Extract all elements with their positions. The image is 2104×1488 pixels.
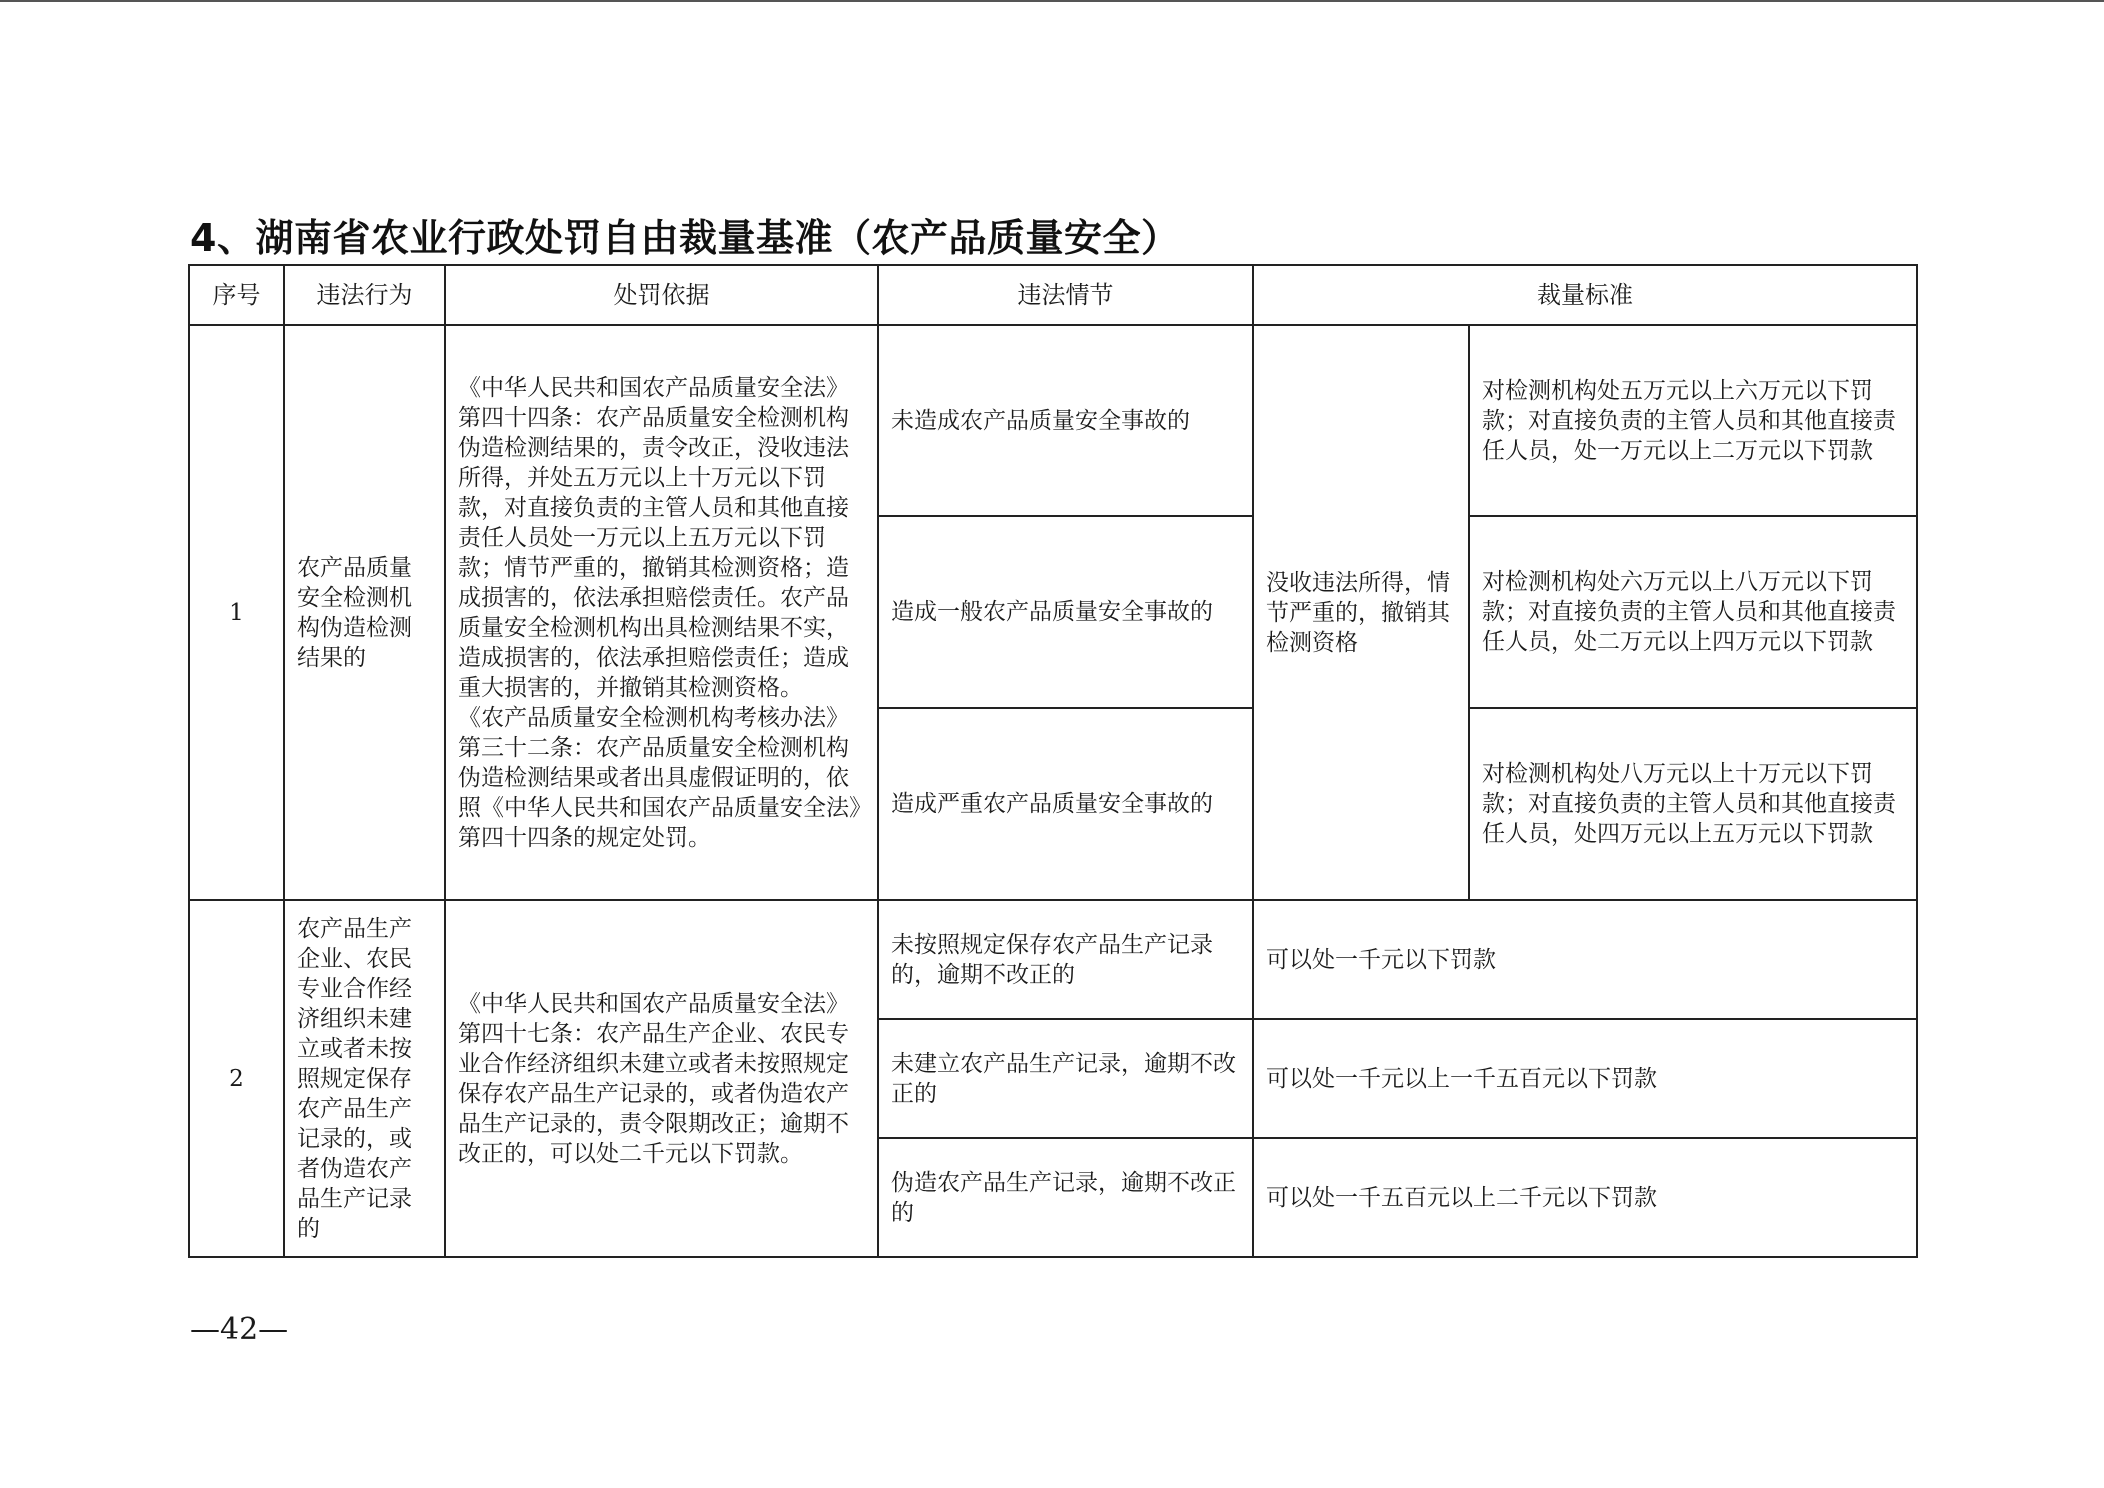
row1-standard-1: 对检测机构处五万元以上六万元以下罚款；对直接负责的主管人员和其他直接责任人员，处一万元以上二万元以下罚款: [1469, 325, 1917, 516]
row1-basis-paragraph-2: 《农产品质量安全检测机构考核办法》第三十二条：农产品质量安全检测机构伪造检测结果或者出具虚假证明的，依照《中华人民共和国农产品质量安全法》第四十四条的规定处罚。: [458, 704, 861, 851]
row2-standard-1: 可以处一千元以下罚款: [1253, 900, 1917, 1019]
row2-act: 农产品生产企业、农民专业合作经济组织未建立或者未按照规定保存农产品生产记录的，或者伪造农产品生产记录的: [284, 900, 445, 1257]
table-header-row: [189, 265, 1917, 325]
row1-act: 农产品质量安全检测机构伪造检测结果的: [284, 325, 445, 900]
header-act: 违法行为: [284, 265, 445, 325]
row1-basis: [445, 325, 878, 900]
page-number: —42—: [190, 1312, 289, 1347]
row2-basis: 《中华人民共和国农产品质量安全法》第四十七条：农产品生产企业、农民专业合作经济组织未建立或者未按照规定保存农产品生产记录的，或者伪造农产品生产记录的，责令限期改正；逾期不改正的，可以处二千元以下罚款。: [445, 900, 878, 1257]
header-standard: 裁量标准: [1253, 265, 1917, 325]
row1-circumstance-1: 未造成农产品质量安全事故的: [878, 325, 1253, 516]
row1-shared-standard: 没收违法所得，情节严重的，撤销其检测资格: [1253, 325, 1469, 900]
row1-seq: 1: [189, 325, 284, 900]
table-row: [189, 325, 1917, 516]
row2-circumstance-2: 未建立农产品生产记录，逾期不改正的: [878, 1019, 1253, 1138]
header-basis: 处罚依据: [445, 265, 878, 325]
row1-standard-3: 对检测机构处八万元以上十万元以下罚款；对直接负责的主管人员和其他直接责任人员，处四万元以上五万元以下罚款: [1469, 708, 1917, 900]
row1-circumstance-2: 造成一般农产品质量安全事故的: [878, 516, 1253, 708]
page-top-border: [0, 0, 2104, 2]
row2-standard-3: 可以处一千五百元以上二千元以下罚款: [1253, 1138, 1917, 1257]
row1-basis-paragraph-1: 《中华人民共和国农产品质量安全法》第四十四条：农产品质量安全检测机构伪造检测结果的，责令改正，没收违法所得，并处五万元以上十万元以下罚款，对直接负责的主管人员和其他直接责任人员处一万元以上五万元以下罚款；情节严重的，撤销其检测资格；造成损害的，依法承担赔偿责任。农产品质量安全检测机构出具检测结果不实，造成损害的，依法承担赔偿责任；造成重大损害的，并撤销其检测资格。: [458, 374, 849, 701]
row2-seq: 2: [189, 900, 284, 1257]
row2-standard-2: 可以处一千元以上一千五百元以下罚款: [1253, 1019, 1917, 1138]
document-title: 4、湖南省农业行政处罚自由裁量基准（农产品质量安全）: [190, 216, 1180, 260]
table-row: [189, 900, 1917, 1019]
row1-standard-2: 对检测机构处六万元以上八万元以下罚款；对直接负责的主管人员和其他直接责任人员，处二万元以上四万元以下罚款: [1469, 516, 1917, 708]
header-circumstance: 违法情节: [878, 265, 1253, 325]
row2-circumstance-1: 未按照规定保存农产品生产记录的，逾期不改正的: [878, 900, 1253, 1019]
row1-circumstance-3: 造成严重农产品质量安全事故的: [878, 708, 1253, 900]
row2-circumstance-3: 伪造农产品生产记录，逾期不改正的: [878, 1138, 1253, 1257]
penalty-standard-table: [188, 264, 1918, 1258]
header-seq: 序号: [189, 265, 284, 325]
